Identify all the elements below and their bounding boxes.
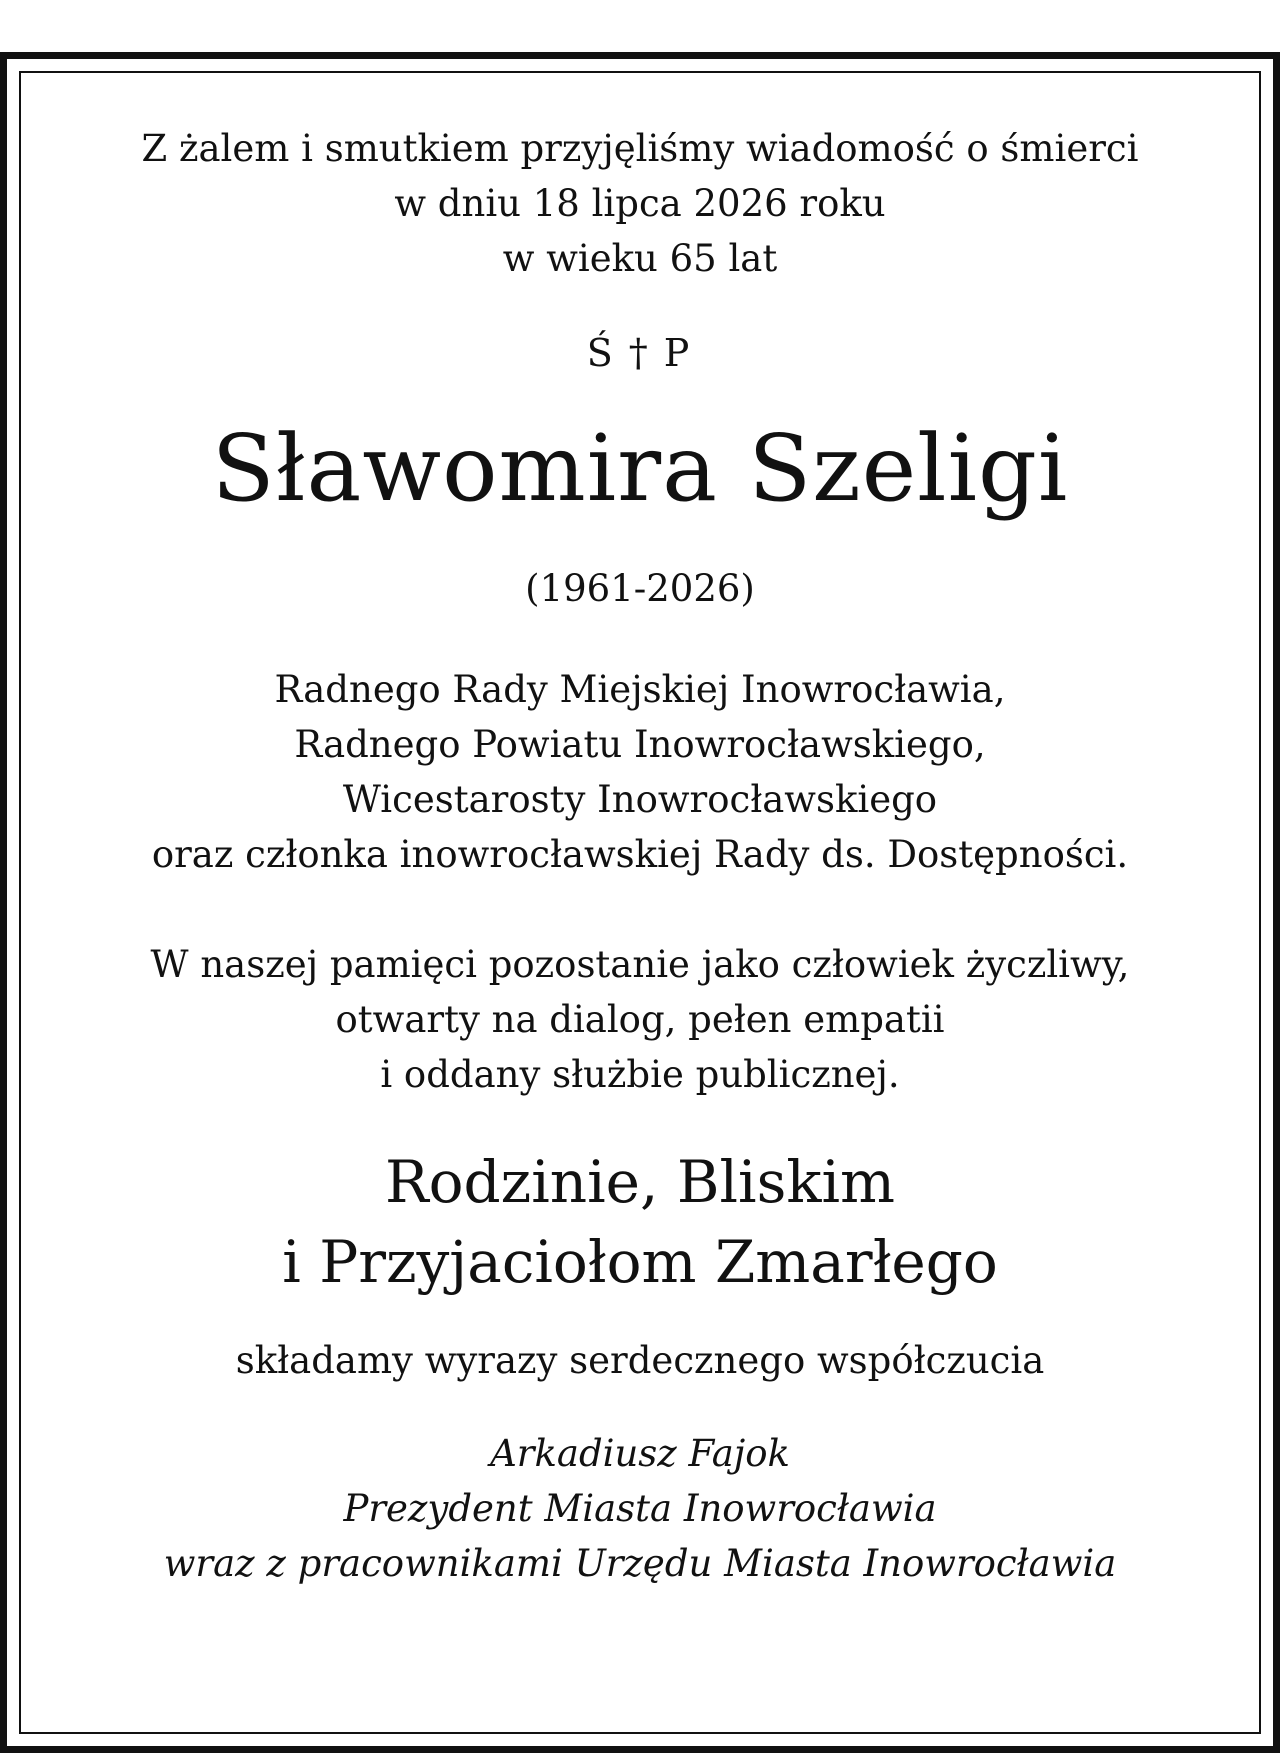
- intro-line-date: w dniu 18 lipca 2026 roku: [394, 182, 886, 225]
- signature-block: [21, 1426, 1259, 1591]
- deceased-name: Sławomira Szeligi: [211, 415, 1069, 522]
- life-years: (1961-2026): [525, 567, 755, 610]
- obituary-inner-frame: [19, 71, 1261, 1734]
- cross-icon: †: [628, 331, 652, 375]
- signatory-staff: wraz z pracownikami Urzędu Miasta Inowrocławia: [163, 1542, 1117, 1585]
- intro-line-age: w wieku 65 lat: [502, 237, 778, 280]
- condolence-recipient-line: i Przyjaciołom Zmarłego: [282, 1228, 998, 1296]
- memory-line: otwarty na dialog, pełen empatii: [335, 998, 945, 1041]
- condolence-recipient-line: Rodzinie, Bliskim: [384, 1148, 896, 1216]
- obituary-content: [21, 121, 1259, 1591]
- intro-text: [21, 121, 1259, 286]
- signatory-title: Prezydent Miasta Inowrocławia: [343, 1487, 937, 1530]
- function-line: Radnego Rady Miejskiej Inowrocławia,: [274, 668, 1006, 711]
- memory-text: [21, 937, 1259, 1102]
- functions-list: [21, 662, 1259, 882]
- abbrev-right: P: [663, 331, 694, 375]
- function-line: Wicestarosty Inowrocławskiego: [342, 778, 938, 821]
- condolence-message: składamy wyrazy serdecznego współczucia: [235, 1339, 1045, 1382]
- memory-line: i oddany służbie publicznej.: [380, 1053, 900, 1096]
- cross-abbreviation: [21, 328, 1259, 378]
- condolence-recipients: [21, 1142, 1259, 1302]
- function-line: Radnego Powiatu Inowrocławskiego,: [294, 723, 986, 766]
- obituary-outer-frame: [0, 52, 1280, 1753]
- intro-line: Z żalem i smutkiem przyjęliśmy wiadomość o śmierci: [141, 127, 1139, 170]
- signatory-name: Arkadiusz Fajok: [490, 1432, 790, 1475]
- abbrev-left: Ś: [586, 331, 617, 375]
- function-line: oraz członka inowrocławskiej Rady ds. Dostępności.: [151, 833, 1129, 876]
- memory-line: W naszej pamięci pozostanie jako człowiek życzliwy,: [150, 943, 1130, 986]
